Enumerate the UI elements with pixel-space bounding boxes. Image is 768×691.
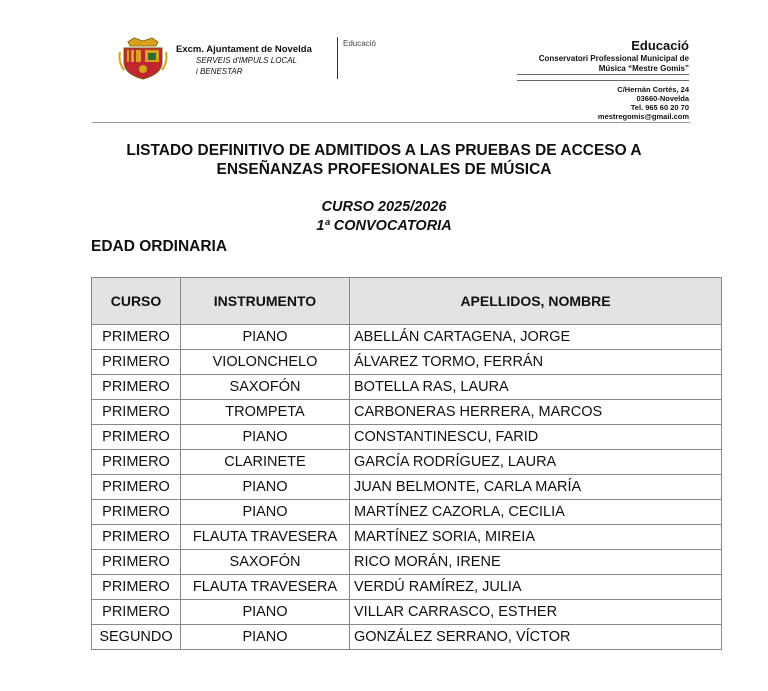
table-row	[92, 350, 722, 375]
cell-instrument: TROMPETA	[181, 400, 350, 425]
cell-instrument: SAXOFÓN	[181, 375, 350, 400]
cell-instrument: PIANO	[181, 600, 350, 625]
header-rule-top	[517, 74, 689, 75]
ayuntamiento-block	[176, 44, 312, 77]
course-year: CURSO 2025/2026	[321, 199, 447, 215]
table-row	[92, 450, 722, 475]
education-small-label: Educació	[343, 39, 376, 48]
table-row	[92, 375, 722, 400]
section-heading: EDAD ORDINARIA	[91, 238, 228, 255]
table-row	[92, 550, 722, 575]
header-separator	[92, 122, 690, 123]
education-title: Educació	[631, 38, 689, 53]
cell-instrument: CLARINETE	[181, 450, 350, 475]
header-course: CURSO	[92, 278, 181, 325]
cell-course: PRIMERO	[92, 375, 181, 400]
novelda-crest-logo	[118, 36, 168, 80]
document-title-line1: LISTADO DEFINITIVO DE ADMITIDOS A LAS PRUEBAS DE ACCESO A	[126, 142, 642, 159]
cell-name: MARTÍNEZ CAZORLA, CECILIA	[350, 500, 722, 525]
table-row	[92, 575, 722, 600]
cell-course: PRIMERO	[92, 425, 181, 450]
cell-course: PRIMERO	[92, 550, 181, 575]
cell-name: GARCÍA RODRÍGUEZ, LAURA	[350, 450, 722, 475]
cell-name: ÁLVAREZ TORMO, FERRÁN	[350, 350, 722, 375]
cell-name: VERDÚ RAMÍREZ, JULIA	[350, 575, 722, 600]
cell-name: CONSTANTINESCU, FARID	[350, 425, 722, 450]
address-postcode: 03660-Novelda	[636, 94, 689, 103]
cell-course: PRIMERO	[92, 475, 181, 500]
document-title-line2: ENSEÑANZAS PROFESIONALES DE MÚSICA	[216, 161, 552, 178]
cell-instrument: PIANO	[181, 325, 350, 350]
header-name: APELLIDOS, NOMBRE	[350, 278, 722, 325]
table-row	[92, 425, 722, 450]
cell-course: PRIMERO	[92, 450, 181, 475]
cell-instrument: FLAUTA TRAVESERA	[181, 575, 350, 600]
cell-instrument: PIANO	[181, 500, 350, 525]
cell-course: PRIMERO	[92, 525, 181, 550]
header-rule-bottom	[517, 80, 689, 81]
table-row	[92, 625, 722, 650]
cell-course: PRIMERO	[92, 400, 181, 425]
cell-course: PRIMERO	[92, 325, 181, 350]
table-row	[92, 475, 722, 500]
cell-course: PRIMERO	[92, 575, 181, 600]
admitted-students-table	[91, 277, 722, 650]
table-row	[92, 400, 722, 425]
cell-instrument: VIOLONCHELO	[181, 350, 350, 375]
address-phone: Tel. 965 60 20 70	[630, 103, 689, 112]
cell-course: SEGUNDO	[92, 625, 181, 650]
table-row	[92, 500, 722, 525]
ayuntamiento-service-2: i BENESTAR	[196, 67, 243, 76]
cell-course: PRIMERO	[92, 500, 181, 525]
cell-course: PRIMERO	[92, 600, 181, 625]
cell-course: PRIMERO	[92, 350, 181, 375]
cell-instrument: SAXOFÓN	[181, 550, 350, 575]
table-row	[92, 600, 722, 625]
cell-name: ABELLÁN CARTAGENA, JORGE	[350, 325, 722, 350]
cell-name: RICO MORÁN, IRENE	[350, 550, 722, 575]
table-row	[92, 325, 722, 350]
cell-instrument: PIANO	[181, 425, 350, 450]
conservatory-name-line1: Conservatori Professional Municipal de	[538, 54, 689, 63]
ayuntamiento-service: SERVEIS d'IMPULS LOCAL	[196, 56, 297, 65]
cell-instrument: PIANO	[181, 625, 350, 650]
cell-name: MARTÍNEZ SORIA, MIREIA	[350, 525, 722, 550]
call-number: 1ª CONVOCATORIA	[316, 218, 452, 234]
cell-instrument: FLAUTA TRAVESERA	[181, 525, 350, 550]
conservatory-address	[598, 85, 689, 121]
cell-name: CARBONERAS HERRERA, MARCOS	[350, 400, 722, 425]
cell-name: GONZÁLEZ SERRANO, VÍCTOR	[350, 625, 722, 650]
conservatory-name-line2: Música “Mestre Gomis”	[598, 64, 689, 73]
header-vertical-divider	[337, 37, 338, 79]
conservatory-header	[539, 38, 689, 74]
table-row	[92, 525, 722, 550]
header-instrument: INSTRUMENTO	[181, 278, 350, 325]
ayuntamiento-name: Excm. Ajuntament de Novelda	[176, 44, 312, 55]
cell-instrument: PIANO	[181, 475, 350, 500]
cell-name: VILLAR CARRASCO, ESTHER	[350, 600, 722, 625]
address-email: mestregomis@gmail.com	[597, 112, 689, 121]
cell-name: JUAN BELMONTE, CARLA MARÍA	[350, 475, 722, 500]
cell-name: BOTELLA RAS, LAURA	[350, 375, 722, 400]
table-header-row	[92, 278, 722, 325]
address-street: C/Hernán Cortés, 24	[617, 85, 689, 94]
